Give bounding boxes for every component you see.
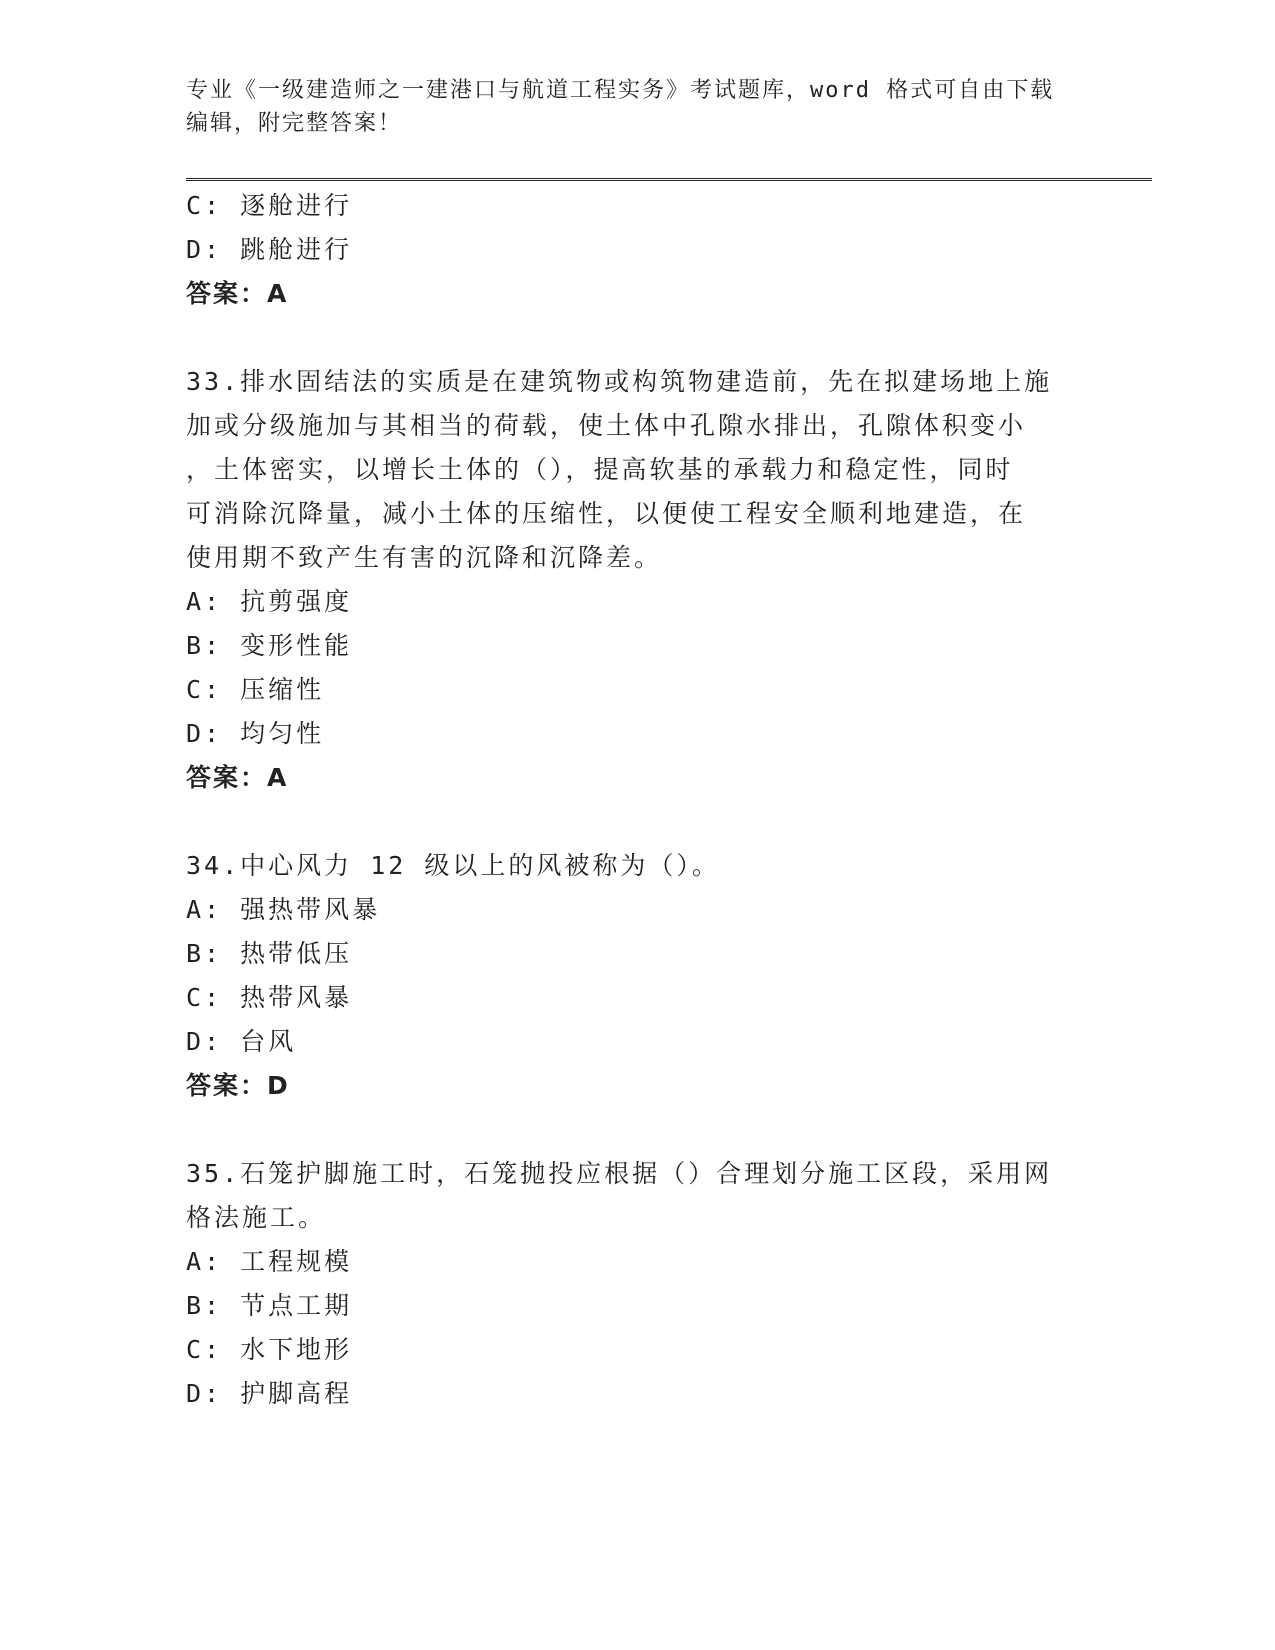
document-header — [186, 74, 1086, 140]
q33-option-c: C: 压缩性 — [186, 675, 325, 704]
q35-option-b: B: 节点工期 — [186, 1291, 353, 1320]
q33-option-d: D: 均匀性 — [186, 719, 325, 748]
q34-option-a: A: 强热带风暴 — [186, 895, 381, 924]
q33-option-b: B: 变形性能 — [186, 631, 353, 660]
q35-stem-line-1: 35.石笼护脚施工时，石笼抛投应根据（）合理划分施工区段，采用网 — [186, 1159, 1053, 1188]
q34-stem: 34.中心风力 12 级以上的风被称为（）。 — [186, 851, 720, 880]
header-title-line-1: 专业《一级建造师之一建港口与航道工程实务》考试题库，word 格式可自由下载 — [186, 78, 1055, 103]
q35-option-d: D: 护脚高程 — [186, 1379, 353, 1408]
q35-option-c: C: 水下地形 — [186, 1335, 353, 1364]
q34-option-d: D: 台风 — [186, 1027, 297, 1056]
q33-option-a: A: 抗剪强度 — [186, 587, 353, 616]
q34-answer: 答案：D — [186, 1071, 290, 1100]
q33-stem-line-1: 33.排水固结法的实质是在建筑物或构筑物建造前，先在拟建场地上施 — [186, 367, 1053, 396]
q35-option-a: A: 工程规模 — [186, 1247, 353, 1276]
q32-option-d: D: 跳舱进行 — [186, 235, 353, 264]
q34-option-c: C: 热带风暴 — [186, 983, 353, 1012]
q33-stem-line-2: 加或分级施加与其相当的荷载，使土体中孔隙水排出，孔隙体积变小 — [186, 411, 1027, 440]
q33-stem-line-3: ，土体密实，以增长土体的（），提高软基的承载力和稳定性，同时 — [186, 455, 1014, 484]
header-divider — [186, 178, 1152, 181]
q32-answer: 答案：A — [186, 279, 289, 308]
q33-stem-line-4: 可消除沉降量，减小土体的压缩性，以便使工程安全顺利地建造，在 — [186, 499, 1027, 528]
q32-option-c: C: 逐舱进行 — [186, 191, 353, 220]
q34-option-b: B: 热带低压 — [186, 939, 353, 968]
q33-stem-line-5: 使用期不致产生有害的沉降和沉降差。 — [186, 543, 663, 572]
header-title-line-2: 编辑，附完整答案！ — [186, 111, 403, 136]
q33-answer: 答案：A — [186, 763, 289, 792]
q35-stem-line-2: 格法施工。 — [186, 1203, 327, 1232]
